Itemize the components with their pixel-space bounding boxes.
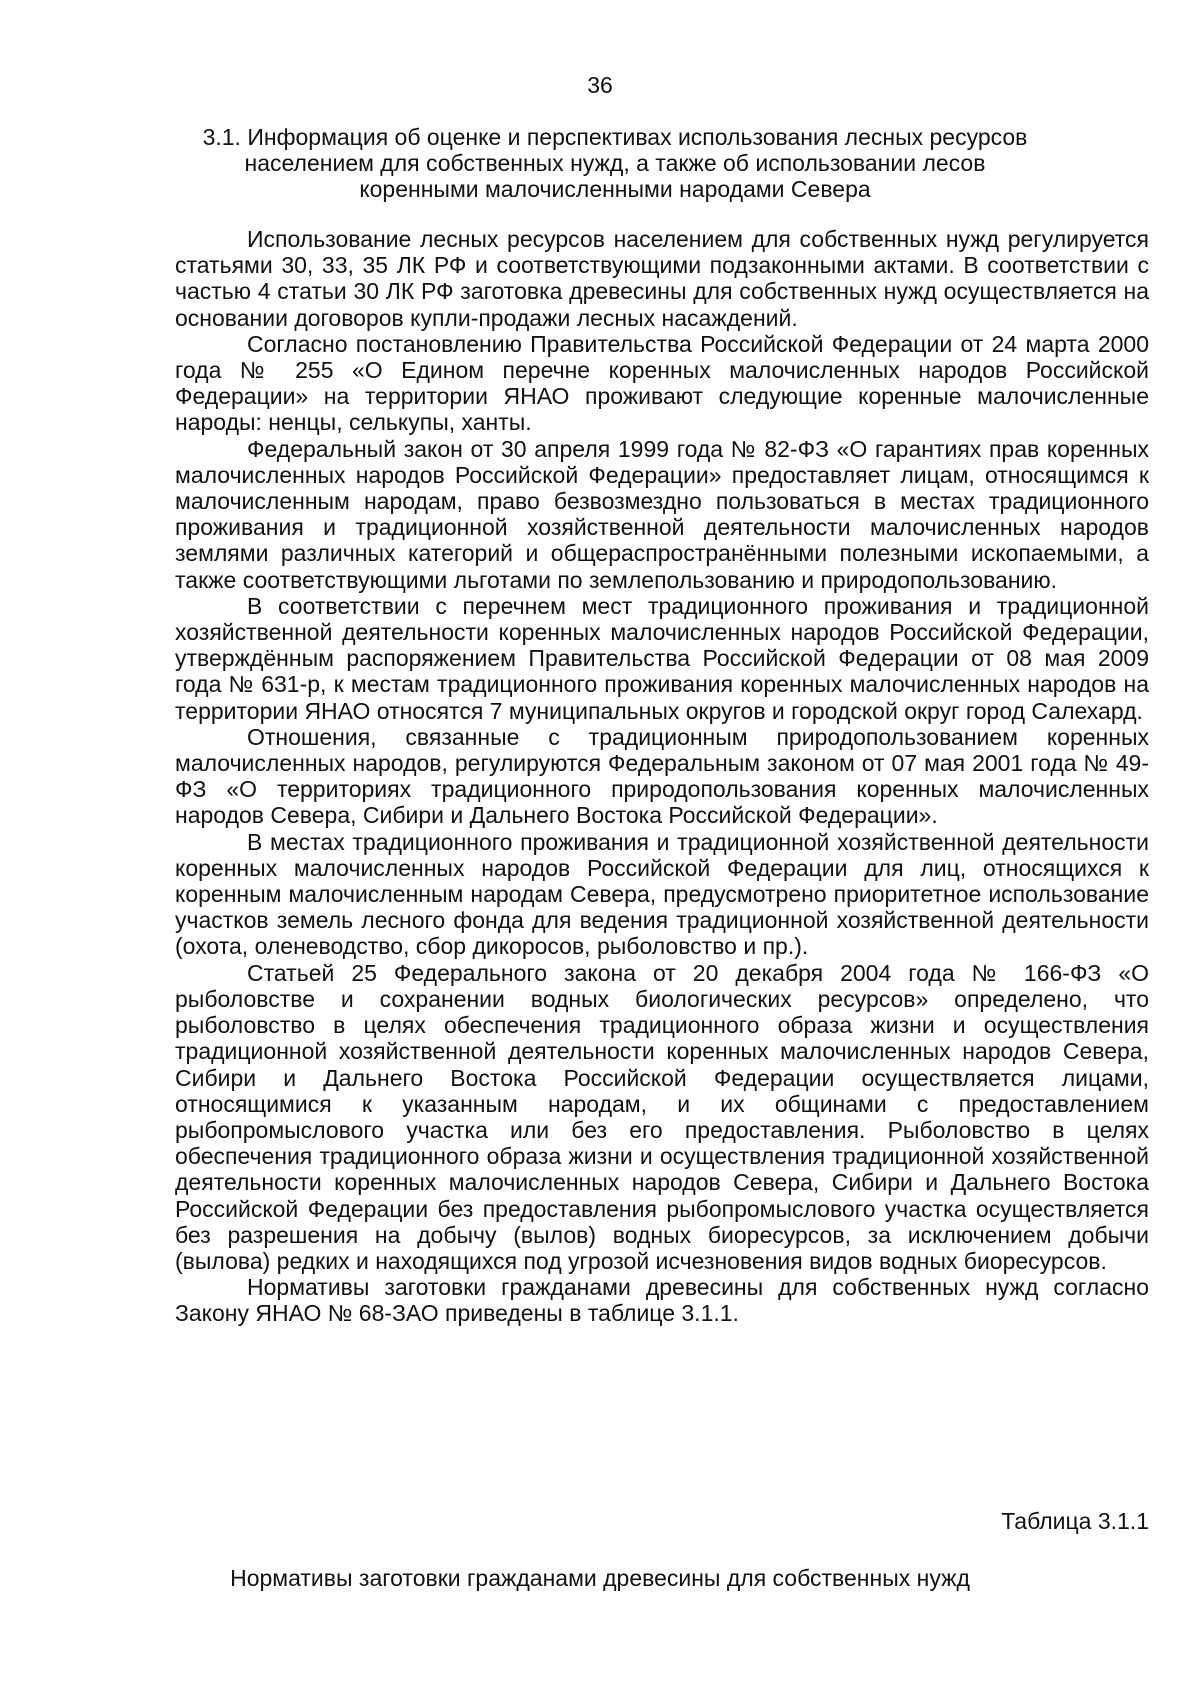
section-heading (190, 124, 1040, 202)
paragraph-federal-law-49: Отношения, связанные с традиционным природопользованием коренных малочисленных народов, регулируются Федеральным законом от 07 мая 2001 года № 49-ФЗ «О территориях традиционного природопользования коренных малочисленных народов Севера, Сибири и Дальнего Востока Российской Федерации». (175, 723, 1149, 829)
paragraph-priority-use: В местах традиционного проживания и традиционной хозяйственной деятельности коренных малочисленных народов Российской Федерации для лиц, относящихся к коренным малочисленным народам Севера, предусмотрено приоритетное использование участков земель лесного фонда для ведения традиционной хозяйственной деятельности (охота, оленеводство, сбор дикоросов, рыболовство и пр.). (175, 828, 1149, 960)
paragraph-timber-norms: Нормативы заготовки гражданами древесины для собственных нужд согласно Закону ЯНАО № 68-ЗАО приведены в таблице 3.1.1. (175, 1274, 1149, 1327)
table-title: Нормативы заготовки гражданами древесины для собственных нужд (230, 1565, 970, 1591)
paragraph-forest-use: Использование лесных ресурсов населением для собственных нужд регулируется статьями 30, 33, 35 ЛК РФ и соответствующими подзаконными актами. В соответствии с частью 4 статьи 30 ЛК РФ заготовка древесины для собственных нужд осуществляется на основании договоров купли-продажи лесных насаждений. (175, 226, 1149, 331)
section-heading-line: населением для собственных нужд, а также об использовании лесов (244, 150, 986, 176)
section-heading-line: коренными малочисленными народами Севера (359, 176, 871, 202)
paragraph-federal-law-82: Федеральный закон от 30 апреля 1999 года № 82-ФЗ «О гарантиях прав коренных малочисленных народов Российской Федерации» предоставляет лицам, относящимся к малочисленным народам, право безвозмездно пользоваться в местах традиционного проживания и традиционной хозяйственной деятельности малочисленных народов землями различных категорий и общераспространёнными полезными ископаемыми, а также соответствующими льготами по землепользованию и природопользованию. (175, 435, 1149, 593)
paragraph-traditional-places: В соответствии с перечнем мест традиционного проживания и традиционной хозяйственной деятельности коренных малочисленных народов Российской Федерации, утверждённым распоряжением Правительства Российской Федерации от 08 мая 2009 года № 631-р, к местам традиционного проживания коренных малочисленных народов на территории ЯНАО относятся 7 муниципальных округов и городской округ город Салехард. (175, 592, 1149, 724)
paragraph-fishing-law-166: Статьей 25 Федерального закона от 20 декабря 2004 года № 166-ФЗ «О рыболовстве и сохранении водных биологических ресурсов» определено, что рыболовство в целях обеспечения традиционного образа жизни и осуществления традиционной хозяйственной деятельности коренных малочисленных народов Севера, Сибири и Дальнего Востока Российской Федерации осуществляется лицами, относящимися к указанным народам, и их общинами с предоставлением рыбопромыслового участка или без его предоставления. Рыболовство в целях обеспечения традиционного образа жизни и осуществления традиционной хозяйственной деятельности коренных малочисленных народов Севера, Сибири и Дальнего Востока Российской Федерации без предоставления рыбопромыслового участка осуществляется без разрешения на добычу (вылов) водных биоресурсов, за исключением добычи (вылова) редких и находящихся под угрозой исчезновения видов водных биоресурсов. (175, 959, 1149, 1274)
table-caption: Таблица 3.1.1 (1001, 1508, 1149, 1534)
page-number: 36 (587, 72, 613, 98)
paragraph-indigenous-list: Согласно постановлению Правительства Российской Федерации от 24 марта 2000 года № 255 «О Едином перечне коренных малочисленных народов Российской Федерации» на территории ЯНАО проживают следующие коренные малочисленные народы: ненцы, селькупы, ханты. (175, 330, 1149, 436)
body-text (175, 226, 1149, 1327)
section-heading-line: 3.1. Информация об оценке и перспективах использования лесных ресурсов (202, 124, 1028, 150)
